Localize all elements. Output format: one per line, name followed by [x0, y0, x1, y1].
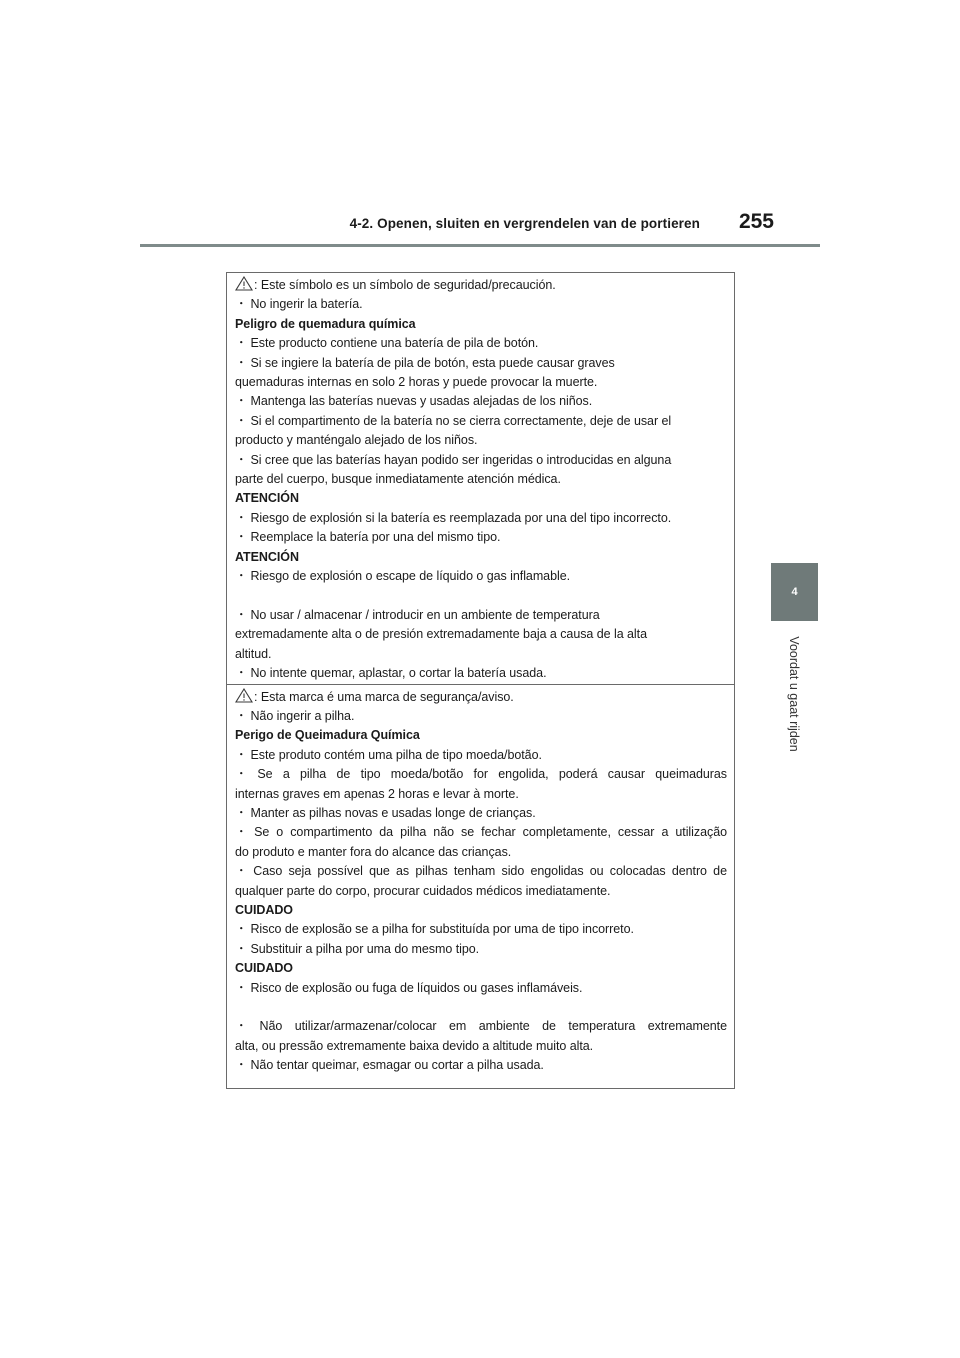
chapter-tab[interactable]: [771, 563, 818, 621]
bullet-icon: ・: [235, 1019, 257, 1034]
list-item: [235, 451, 727, 470]
bullet-icon: ・: [235, 607, 248, 622]
bullet-icon: ・: [235, 666, 248, 681]
item-continuation: alta, ou pressão extremamente baixa devido a altitude muito alta.: [235, 1038, 594, 1053]
spanish-warning-panel: [227, 273, 734, 684]
item-text: Si el compartimento de la batería no se cierra correctamente, deje de usar el: [250, 413, 672, 428]
list-item: [235, 295, 727, 314]
item-text: Manter as pilhas novas e usadas longe de crianças.: [250, 805, 536, 820]
bullet-icon: ・: [235, 297, 248, 312]
header-divider: [140, 244, 820, 247]
list-item: [235, 862, 727, 881]
item-text: Se o compartimento da pilha não se fechar completamente, cessar a utilização: [254, 825, 727, 840]
item-continuation: internas graves em apenas 2 horas e levar à morte.: [235, 786, 519, 801]
item-text: Riesgo de explosión si la batería es reemplazada por una del tipo incorrecto.: [250, 510, 672, 525]
warning-triangle-icon: [235, 688, 253, 703]
bullet-icon: ・: [235, 1058, 248, 1073]
item-text: Não ingerir a pilha.: [250, 708, 355, 723]
list-item: [235, 940, 727, 959]
portuguese-chemical-burn-heading: Perigo de Queimadura Química: [235, 728, 420, 743]
list-item: [235, 334, 727, 353]
item-text: Caso seja possível que as pilhas tenham sido engolidas ou colocadas dentro de: [253, 864, 727, 879]
list-item: [235, 664, 727, 683]
section-title: 4-2. Openen, sluiten en vergrendelen van de portieren: [349, 216, 700, 231]
item-continuation: qualquer parte do corpo, procurar cuidados médicos imediatamente.: [235, 883, 611, 898]
item-text: No ingerir la batería.: [250, 297, 363, 312]
item-continuation: extremadamente alta o de presión extremadamente baja a causa de la alta: [235, 627, 647, 642]
bullet-icon: ・: [235, 864, 251, 879]
list-item: [235, 920, 727, 939]
bullet-icon: ・: [235, 941, 248, 956]
item-continuation: parte del cuerpo, busque inmediatamente atención médica.: [235, 472, 561, 487]
list-item: [235, 765, 727, 784]
blank-line: [235, 587, 727, 606]
bullet-icon: ・: [235, 530, 248, 545]
item-text: Este produto contém uma pilha de tipo moeda/botão.: [250, 747, 542, 762]
bullet-icon: ・: [235, 805, 248, 820]
list-item: [235, 1056, 727, 1075]
bullet-icon: ・: [235, 394, 248, 409]
item-text: Risco de explosão ou fuga de líquidos ou gases inflamáveis.: [250, 980, 583, 995]
list-item: [235, 823, 727, 842]
list-item: [235, 509, 727, 528]
spanish-symbol-text: : Este símbolo es un símbolo de seguridad/precaución.: [254, 278, 556, 292]
bullet-icon: ・: [235, 336, 248, 351]
item-text: Substituir a pilha por uma do mesmo tipo.: [250, 941, 480, 956]
bullet-icon: ・: [235, 510, 248, 525]
item-text: Não utilizar/armazenar/colocar em ambiente de temperatura extremamente: [259, 1019, 728, 1034]
bullet-icon: ・: [235, 413, 248, 428]
portuguese-warning-panel: [227, 684, 734, 1076]
item-continuation: do produto e manter fora do alcance das crianças.: [235, 844, 512, 859]
item-text: Si cree que las baterías hayan podido ser ingeridas o introducidas en alguna: [250, 452, 672, 467]
item-text: Não tentar queimar, esmagar ou cortar a pilha usada.: [250, 1058, 544, 1073]
item-text: No usar / almacenar / introducir en un ambiente de temperatura: [250, 607, 600, 622]
list-item: [235, 707, 727, 726]
item-text: Riesgo de explosión o escape de líquido o gas inflamable.: [250, 569, 571, 584]
portuguese-symbol-line: [235, 688, 727, 707]
battery-warning-box: [226, 272, 735, 1089]
page-header: [140, 208, 820, 248]
portuguese-caution-heading: CUIDADO: [235, 961, 293, 976]
bullet-icon: ・: [235, 980, 248, 995]
list-item: [235, 392, 727, 411]
list-item: [235, 567, 727, 586]
bullet-icon: ・: [235, 452, 248, 467]
item-text: Reemplace la batería por una del mismo tipo.: [250, 530, 501, 545]
item-text: Este producto contiene una batería de pila de botón.: [250, 336, 539, 351]
warning-triangle-icon: [235, 276, 253, 291]
item-continuation: quemaduras internas en solo 2 horas y puede provocar la muerte.: [235, 375, 598, 390]
blank-line: [235, 998, 727, 1017]
list-item: [235, 606, 727, 625]
list-item: [235, 354, 727, 373]
spanish-chemical-burn-heading: Peligro de quemadura química: [235, 316, 416, 331]
bullet-icon: ・: [235, 747, 248, 762]
portuguese-caution-heading: CUIDADO: [235, 902, 293, 917]
page-number: 255: [738, 210, 774, 233]
list-item: [235, 804, 727, 823]
item-text: Se a pilha de tipo moeda/botão for engolida, poderá causar queimaduras: [257, 767, 727, 782]
spanish-symbol-line: [235, 276, 727, 295]
item-text: Mantenga las baterías nuevas y usadas alejadas de los niños.: [250, 394, 593, 409]
list-item: [235, 979, 727, 998]
item-continuation: producto y manténgalo alejado de los niños.: [235, 433, 478, 448]
item-text: Risco de explosão se a pilha for substituída por uma de tipo incorreto.: [250, 922, 634, 937]
bullet-icon: ・: [235, 922, 248, 937]
list-item: [235, 528, 727, 547]
bullet-icon: ・: [235, 767, 255, 782]
item-continuation: altitud.: [235, 646, 272, 661]
item-text: No intente quemar, aplastar, o cortar la batería usada.: [250, 666, 547, 681]
spanish-attention-heading: ATENCIÓN: [235, 549, 299, 564]
bullet-icon: ・: [235, 569, 248, 584]
bullet-icon: ・: [235, 708, 248, 723]
bullet-icon: ・: [235, 825, 252, 840]
spanish-attention-heading: ATENCIÓN: [235, 491, 299, 506]
portuguese-symbol-text: : Esta marca é uma marca de segurança/aviso.: [254, 689, 514, 704]
bullet-icon: ・: [235, 355, 248, 370]
chapter-tab-number: 4: [791, 586, 798, 598]
item-text: Si se ingiere la batería de pila de botón, esta puede causar graves: [250, 355, 615, 370]
chapter-side-label: Voordat u gaat rijden: [787, 636, 801, 752]
list-item: [235, 412, 727, 431]
list-item: [235, 746, 727, 765]
list-item: [235, 1017, 727, 1036]
